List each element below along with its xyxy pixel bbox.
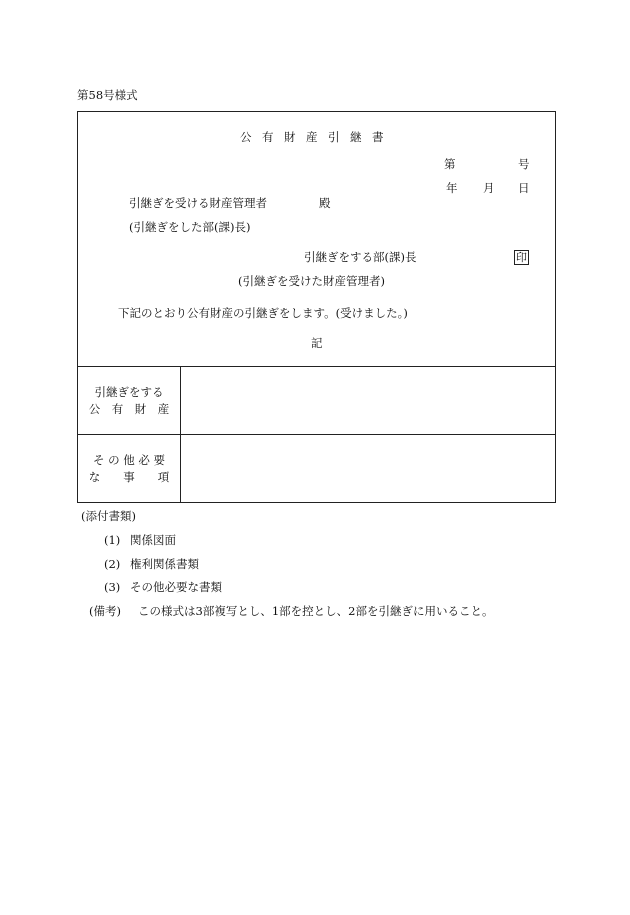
date-day: 日	[518, 181, 530, 195]
body-text: 下記のとおり公有財産の引継ぎをします。(受けました。)	[118, 306, 408, 320]
doc-number-prefix: 第	[444, 157, 456, 171]
sender-title: 引継ぎをする部(課)長	[304, 250, 417, 264]
document-title: 公有財産引継書	[240, 130, 394, 144]
row2-label	[78, 452, 180, 486]
attachment-item-3: その他必要な書類	[130, 580, 222, 594]
row1-label-line2: 公 有 財 産	[88, 402, 170, 416]
form-box	[77, 111, 556, 503]
attachment-item-1: 関係図面	[130, 533, 176, 547]
date-month: 月	[483, 181, 495, 195]
attachment-num-1: (1)	[104, 533, 121, 547]
form-number: 第58号様式	[77, 88, 138, 102]
ki-heading: 記	[311, 336, 323, 350]
attachment-num-2: (2)	[104, 557, 121, 571]
recipient-subtitle: (引継ぎをした部(課)長)	[129, 220, 251, 234]
row1-label-line1: 引継ぎをする	[94, 385, 164, 399]
row2-label-line1: そ の 他 必 要	[92, 453, 166, 467]
row1-label	[78, 384, 180, 418]
table-row-divider	[78, 434, 555, 435]
date-year: 年	[446, 181, 458, 195]
row2-label-line2: な 事 項	[88, 470, 170, 484]
attachment-num-3: (3)	[104, 580, 121, 594]
note-label: (備考)	[89, 604, 121, 618]
note-text: この様式は3部複写とし、1部を控とし、2部を引継ぎに用いること。	[138, 604, 494, 618]
attachment-item-2: 権利関係書類	[130, 557, 199, 571]
table-top-border	[78, 366, 555, 367]
attachments-heading: (添付書類)	[81, 509, 136, 523]
table-column-divider	[180, 366, 181, 502]
recipient-title: 引継ぎを受ける財産管理者	[129, 196, 267, 210]
seal-mark: 印	[516, 251, 527, 264]
doc-number-suffix: 号	[518, 157, 530, 171]
recipient-honorific: 殿	[319, 196, 331, 210]
sender-subtitle: (引継ぎを受けた財産管理者)	[238, 274, 385, 288]
